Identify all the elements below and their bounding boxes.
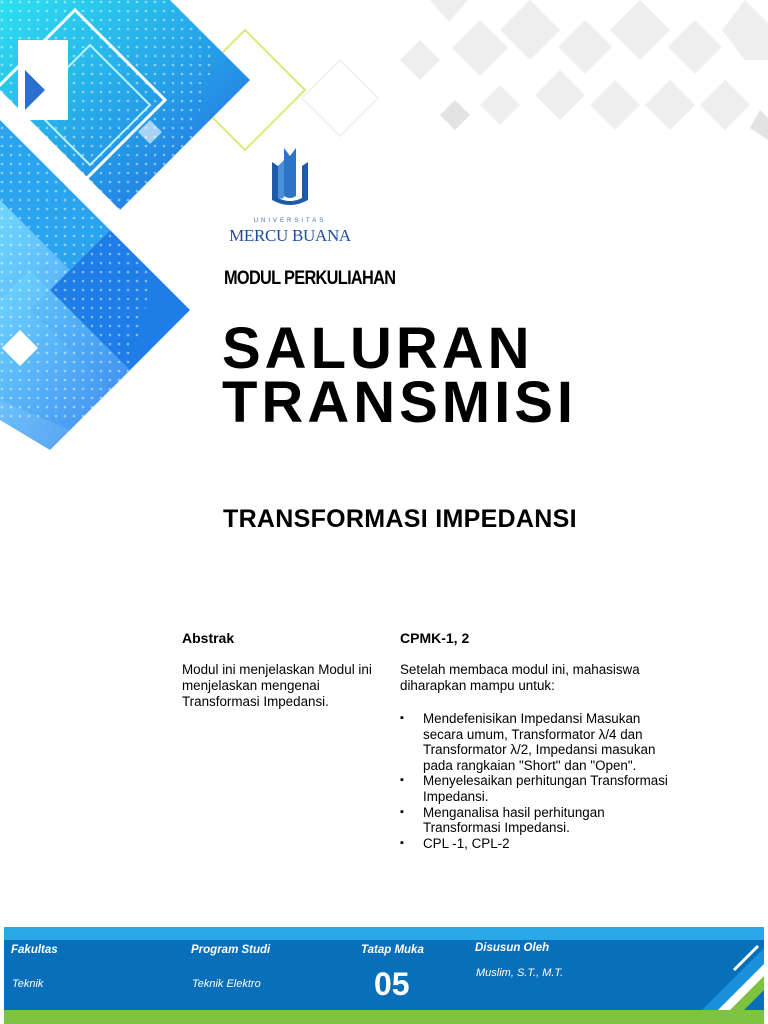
university-logo: [222, 142, 358, 248]
disusun-label: Disusun Oleh: [475, 942, 550, 954]
page-subtitle: TRANSFORMASI IMPEDANSI: [223, 505, 577, 533]
fakultas-value: Teknik: [12, 978, 44, 990]
fakultas-label: Fakultas: [11, 944, 58, 956]
cpmk-list: [400, 711, 668, 851]
logo-name: MERCU BUANA: [229, 226, 351, 245]
list-item: ▪ Menyelesaikan perhitungan Transformasi Impedansi.: [400, 773, 668, 804]
footer-info-bar: [4, 940, 764, 1010]
prodi-label: Program Studi: [191, 944, 271, 956]
disusun-value: Muslim, S.T., M.T.: [476, 967, 564, 979]
abstrak-heading: Abstrak: [182, 630, 235, 646]
footer-corner-decoration: [694, 940, 764, 1010]
title-line-2: TRANSMISI: [222, 370, 577, 435]
list-item: ▪ CPL -1, CPL-2: [400, 836, 668, 852]
tatap-muka-value: 05: [374, 966, 410, 1002]
logo-subtext: UNIVERSITAS: [253, 218, 327, 224]
list-item: ▪ Menganalisa hasil perhitungan Transformasi Impedansi.: [400, 805, 668, 836]
footer-top-stripe: [4, 927, 764, 940]
tatap-muka-label: Tatap Muka: [361, 944, 424, 956]
mercu-buana-emblem-icon: [222, 142, 358, 218]
footer-bottom-stripe: [4, 1010, 764, 1024]
title-line-1: SALURAN: [222, 316, 534, 381]
modul-label: MODUL PERKULIAHAN: [224, 268, 396, 289]
cpmk-heading: CPMK-1, 2: [400, 630, 470, 646]
list-item: ▪ Mendefenisikan Impedansi Masukan secara umum, Transformator λ/4 dan Transformator λ/2, Impedansi masukan pada rangkaian "Short" dan "Open".: [400, 711, 668, 773]
page-title: [222, 316, 577, 435]
cpmk-intro: Setelah membaca modul ini, mahasiswa diharapkan mampu untuk:: [400, 662, 640, 693]
prodi-value: Teknik Elektro: [192, 978, 261, 990]
abstrak-body: Modul ini menjelaskan Modul ini menjelaskan mengenai Transformasi Impedansi.: [182, 662, 372, 709]
